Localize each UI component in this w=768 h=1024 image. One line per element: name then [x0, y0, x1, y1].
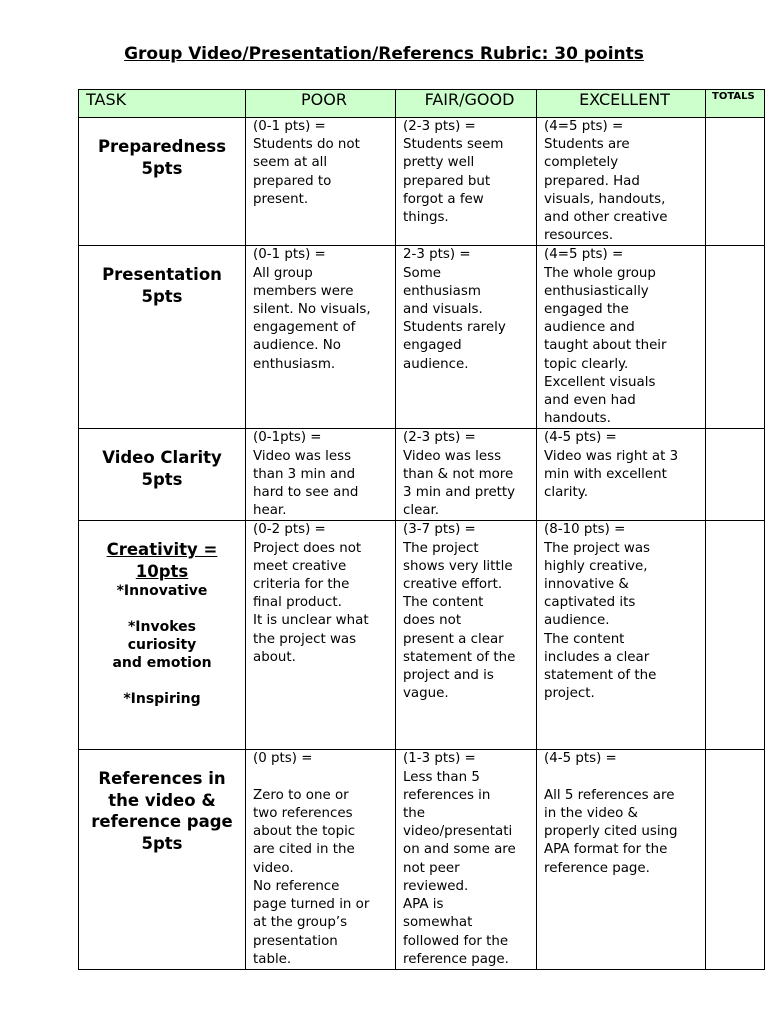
task-cell — [79, 429, 246, 521]
task-name: Presentation — [102, 265, 222, 285]
excellent-cell: (4-5 pts) = Video was right at 3 min with excellent clarity. — [537, 429, 706, 521]
task-cell — [79, 246, 246, 429]
poor-cell: (0-1 pts) = Students do not seem at all prepared to present. — [246, 118, 396, 246]
task-points: 5pts — [141, 286, 183, 306]
task-name: Preparedness — [97, 137, 227, 156]
task-name: Creativity = 10pts — [106, 540, 218, 581]
task-cell — [79, 750, 246, 969]
fair-cell: (2-3 pts) = Video was less than & not more 3 min and pretty clear. — [396, 429, 537, 521]
rubric-title: Group Video/Presentation/Referencs Rubric: 30 points — [124, 44, 644, 64]
fair-cell: (1-3 pts) = Less than 5 references in the video/presentati on and some are not peer reviewed. APA is somewhat followed for the reference page. — [396, 750, 537, 969]
criteria-curiosity: *Invokes curiosity and emotion — [112, 619, 212, 672]
row-presentation — [79, 246, 765, 429]
poor-cell: (0-1 pts) = All group members were silent. No visuals, engagement of audience. No enthusiasm. — [246, 246, 396, 429]
poor-cell: (0 pts) = Zero to one or two references about the topic are cited in the video. No reference page turned in or at the group’s presentation table. — [246, 750, 396, 969]
header-excellent: EXCELLENT — [537, 90, 706, 118]
total-cell — [706, 521, 765, 750]
total-cell — [706, 246, 765, 429]
header-task: TASK — [79, 90, 246, 118]
header-poor: POOR — [246, 90, 396, 118]
task-cell — [79, 521, 246, 750]
excellent-cell: (4=5 pts) = Students are completely prepared. Had visuals, handouts, and other creative resources. — [537, 118, 706, 246]
excellent-cell: (4-5 pts) = All 5 references are in the video & properly cited using APA format for the reference page. — [537, 750, 706, 969]
row-preparedness — [79, 118, 765, 246]
rubric-table — [78, 89, 765, 970]
excellent-cell: (4=5 pts) = The whole group enthusiastically engaged the audience and taught about their topic clearly. Excellent visuals and even had handouts. — [537, 246, 706, 429]
total-cell — [706, 750, 765, 969]
task-points: 5pts — [141, 833, 183, 853]
poor-cell: (0-1pts) = Video was less than 3 min and hard to see and hear. — [246, 429, 396, 521]
row-video-clarity — [79, 429, 765, 521]
task-name: References in the video & reference page — [91, 769, 233, 832]
fair-cell: 2-3 pts) = Some enthusiasm and visuals. Students rarely engaged audience. — [396, 246, 537, 429]
task-name: Video Clarity — [102, 448, 222, 468]
total-cell — [706, 429, 765, 521]
header-fair-good: FAIR/GOOD — [396, 90, 537, 118]
total-cell — [706, 118, 765, 246]
fair-cell: (2-3 pts) = Students seem pretty well prepared but forgot a few things. — [396, 118, 537, 246]
poor-cell: (0-2 pts) = Project does not meet creative criteria for the final product. It is unclear what the project was about. — [246, 521, 396, 750]
task-points: 5pts — [141, 158, 183, 178]
header-row — [79, 90, 765, 118]
excellent-cell: (8-10 pts) = The project was highly creative, innovative & captivated its audience. The content includes a clear statement of the project. — [537, 521, 706, 750]
criteria-innovative: *Innovative — [116, 583, 208, 600]
fair-cell: (3-7 pts) = The project shows very little creative effort. The content does not present a clear statement of the project and is vague. — [396, 521, 537, 750]
row-references — [79, 750, 765, 969]
task-points: 5pts — [141, 469, 183, 489]
task-cell — [79, 118, 246, 246]
header-totals: TOTALS — [706, 90, 765, 118]
criteria-inspiring: *Inspiring — [123, 691, 201, 708]
row-creativity — [79, 521, 765, 750]
